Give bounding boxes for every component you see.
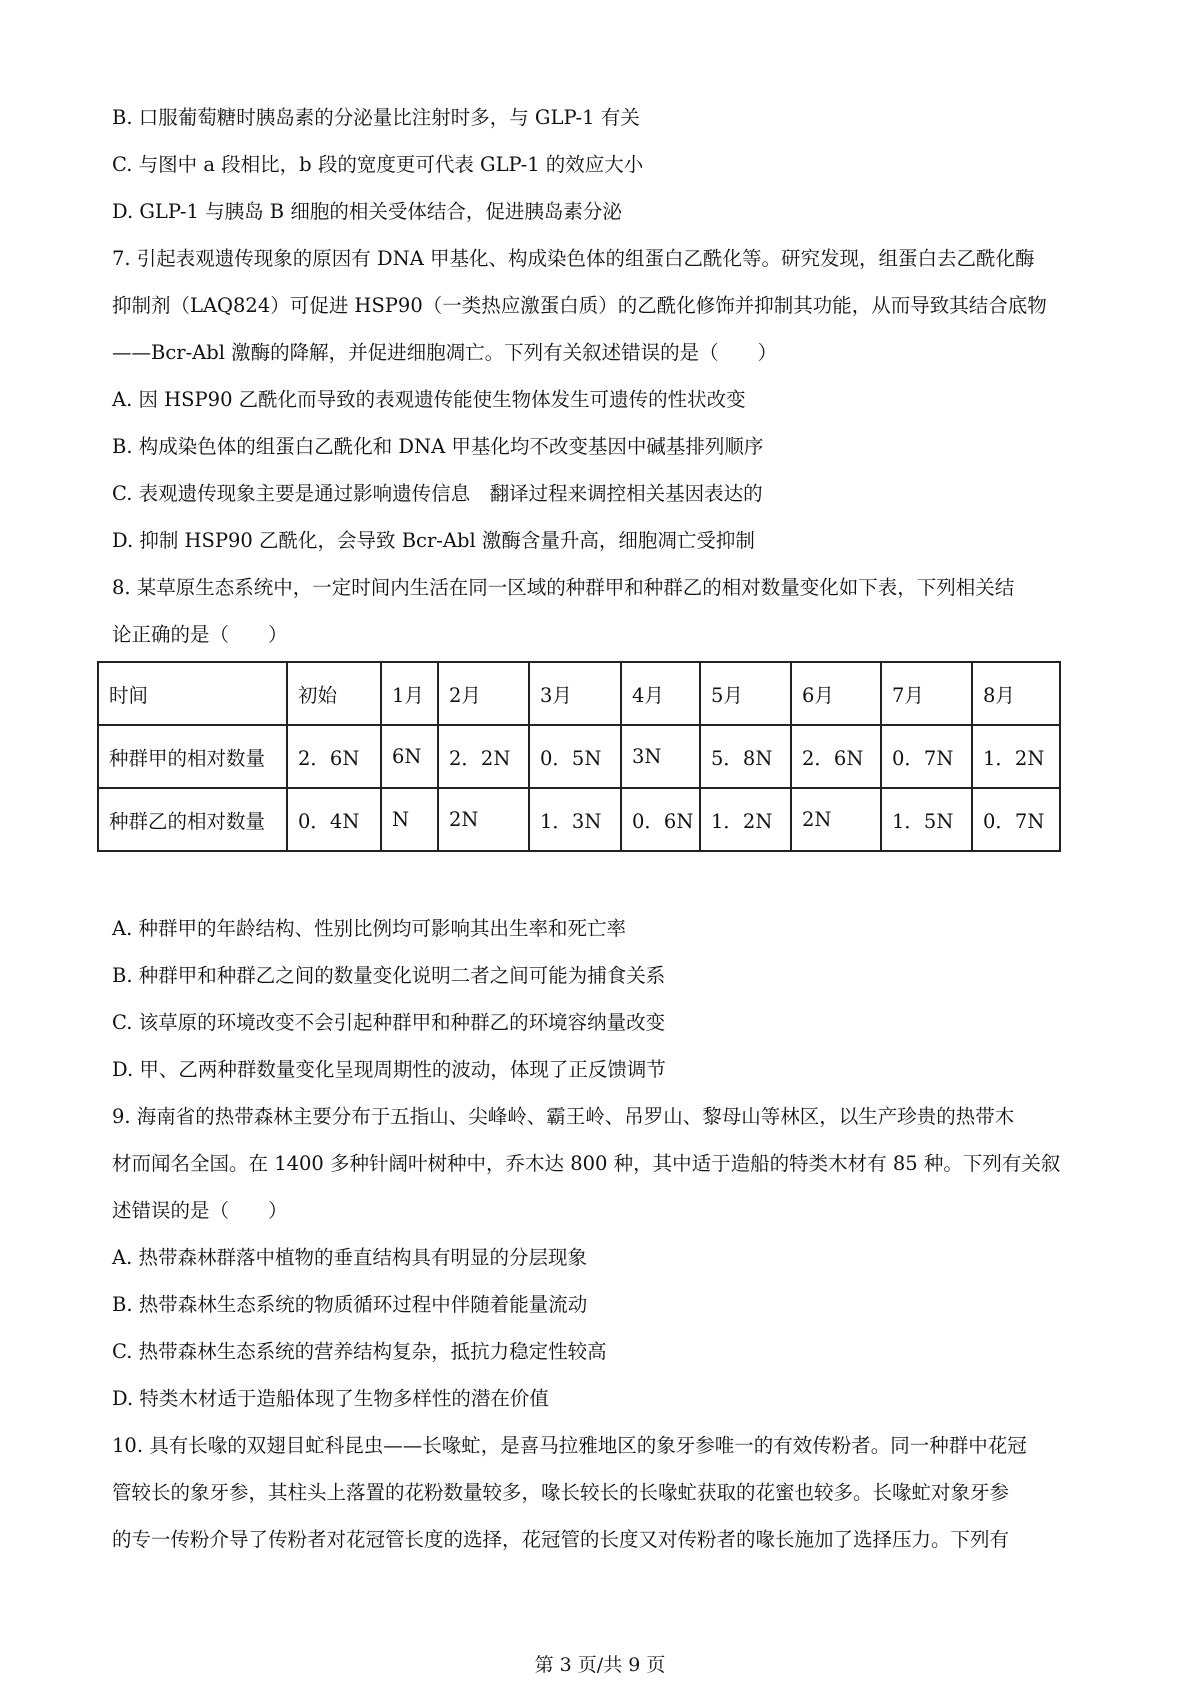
table-header-row (98, 662, 1060, 725)
population-table (97, 661, 1061, 852)
q8-option-b: B. 种群甲和种群乙之间的数量变化说明二者之间可能为捕食关系 (112, 964, 666, 987)
q9-option-d: D. 特类木材适于造船体现了生物多样性的潜在价值 (112, 1387, 549, 1410)
q10-stem-line-3: 的专一传粉介导了传粉者对花冠管长度的选择，花冠管的长度又对传粉者的喙长施加了选择压力。下列有 (112, 1528, 1010, 1551)
q7-stem-line-2: 抑制剂（LAQ824）可促进 HSP90（一类热应激蛋白质）的乙酰化修饰并抑制其功能，从而导致其结合底物 (112, 294, 1047, 317)
table-cell: 2N (791, 788, 881, 851)
table-cell: 1．5N (881, 788, 972, 851)
table-header-cell: 7月 (881, 662, 972, 725)
table-row (98, 725, 1060, 788)
q7-stem-line-3: ——Bcr-Abl 激酶的降解，并促进细胞凋亡。下列有关叙述错误的是（ ） (112, 341, 778, 364)
q8-stem-line-2: 论正确的是（ ） (112, 623, 288, 646)
q6-option-d: D. GLP-1 与胰岛 B 细胞的相关受体结合，促进胰岛素分泌 (112, 200, 622, 223)
table-cell: 种群乙的相对数量 (98, 788, 287, 851)
q7-option-a: A. 因 HSP90 乙酰化而导致的表观遗传能使生物体发生可遗传的性状改变 (112, 388, 746, 411)
table-header-cell: 6月 (791, 662, 881, 725)
table-row (98, 788, 1060, 851)
table-cell: 1．2N (972, 725, 1060, 788)
table-cell: 0．4N (287, 788, 381, 851)
table-header-cell: 时间 (98, 662, 287, 725)
q7-option-d: D. 抑制 HSP90 乙酰化，会导致 Bcr-Abl 激酶含量升高，细胞凋亡受抑制 (112, 529, 755, 552)
q8-option-d: D. 甲、乙两种群数量变化呈现周期性的波动，体现了正反馈调节 (112, 1058, 666, 1081)
table-cell: 2N (438, 788, 529, 851)
table-cell: 0．7N (972, 788, 1060, 851)
q6-option-b: B. 口服葡萄糖时胰岛素的分泌量比注射时多，与 GLP-1 有关 (112, 106, 640, 129)
q8-option-c: C. 该草原的环境改变不会引起种群甲和种群乙的环境容纳量改变 (112, 1011, 666, 1034)
q7-option-b: B. 构成染色体的组蛋白乙酰化和 DNA 甲基化均不改变基因中碱基排列顺序 (112, 435, 764, 458)
table-header-cell: 5月 (700, 662, 791, 725)
table-header-cell: 2月 (438, 662, 529, 725)
q10-stem-line-1: 10. 具有长喙的双翅目虻科昆虫——长喙虻，是喜马拉雅地区的象牙参唯一的有效传粉者。同一种群中花冠 (112, 1434, 1027, 1457)
table-header-cell: 4月 (621, 662, 700, 725)
table-cell: 3N (621, 725, 700, 788)
q9-option-c: C. 热带森林生态系统的营养结构复杂，抵抗力稳定性较高 (112, 1340, 607, 1363)
q8-stem-line-1: 8. 某草原生态系统中，一定时间内生活在同一区域的种群甲和种群乙的相对数量变化如下表，下列相关结 (112, 576, 1015, 599)
table-cell: 0．6N (621, 788, 700, 851)
q8-option-a: A. 种群甲的年龄结构、性别比例均可影响其出生率和死亡率 (112, 917, 626, 940)
q7-option-c: C. 表观遗传现象主要是通过影响遗传信息 翻译过程来调控相关基因表达的 (112, 482, 763, 505)
q9-stem-line-2: 材而闻名全国。在 1400 多种针阔叶树种中，乔木达 800 种，其中适于造船的特类木材有 85 种。下列有关叙 (112, 1152, 1061, 1175)
q7-stem-line-1: 7. 引起表观遗传现象的原因有 DNA 甲基化、构成染色体的组蛋白乙酰化等。研究发现，组蛋白去乙酰化酶 (112, 247, 1035, 270)
q9-stem-line-1: 9. 海南省的热带森林主要分布于五指山、尖峰岭、霸王岭、吊罗山、黎母山等林区，以生产珍贵的热带木 (112, 1105, 1015, 1128)
q9-option-a: A. 热带森林群落中植物的垂直结构具有明显的分层现象 (112, 1246, 587, 1269)
q9-option-b: B. 热带森林生态系统的物质循环过程中伴随着能量流动 (112, 1293, 588, 1316)
table-cell: 6N (381, 725, 438, 788)
table-cell: 种群甲的相对数量 (98, 725, 287, 788)
table-cell: 0．5N (529, 725, 621, 788)
page-footer: 第 3 页/共 9 页 (534, 1654, 666, 1676)
table-cell: 5．8N (700, 725, 791, 788)
table-header-cell: 3月 (529, 662, 621, 725)
table-header-cell: 初始 (287, 662, 381, 725)
table-cell: 2．6N (287, 725, 381, 788)
q6-option-c: C. 与图中 a 段相比，b 段的宽度更可代表 GLP-1 的效应大小 (112, 153, 644, 176)
table-cell: N (381, 788, 438, 851)
table-cell: 2．6N (791, 725, 881, 788)
table-cell: 1．2N (700, 788, 791, 851)
table-header-cell: 1月 (381, 662, 438, 725)
table-cell: 1．3N (529, 788, 621, 851)
q9-stem-line-3: 述错误的是（ ） (112, 1199, 288, 1222)
table-cell: 0．7N (881, 725, 972, 788)
table-cell: 2．2N (438, 725, 529, 788)
q10-stem-line-2: 管较长的象牙参，其柱头上落置的花粉数量较多，喙长较长的长喙虻获取的花蜜也较多。长喙虻对象牙参 (112, 1481, 1010, 1504)
table-header-cell: 8月 (972, 662, 1060, 725)
